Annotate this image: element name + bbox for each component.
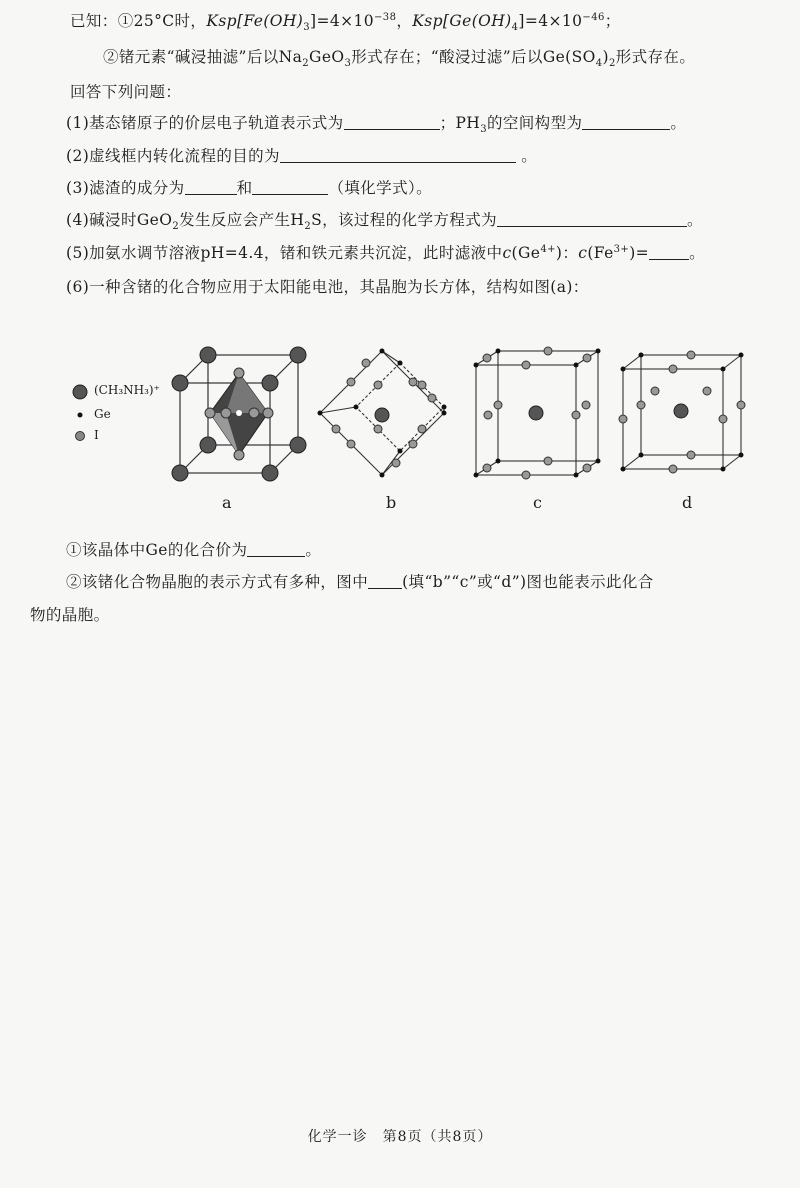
prompt: 回答下列问题： [70,83,182,101]
page-footer: 化学一诊 第8页（共8页） [307,1129,493,1145]
iodine-legend-icon [76,432,85,441]
sub-question-2-cont: 物的晶胞。 [30,606,110,624]
answer-blank-4[interactable] [497,211,687,228]
question-2: (2)虚线框内转化流程的目的为 。 [66,147,538,165]
sub-question-1: ①该晶体中Ge的化合价为 。 [66,541,322,559]
caption-a: a [222,493,232,512]
legend-ge: Ge [94,407,111,421]
answer-blank-3a[interactable] [185,179,237,196]
cell-d-diagram [615,347,755,487]
question-1: (1)基态锗原子的价层电子轨道表示式为 ；$PH_3$的空间构型为 。 [66,114,687,136]
cell-c-diagram [468,343,608,483]
answer-blank-2[interactable] [280,147,516,164]
answer-blank-1b[interactable] [582,114,670,131]
ge-legend-icon [78,413,83,418]
cell-b-diagram [312,343,452,483]
question-3: (3)滤渣的成分为 和 （填化学式）。 [66,179,433,197]
cell-a-diagram [168,343,308,483]
legend-cation: (CH₃NH₃)⁺ [94,383,160,397]
legend-i: I [94,428,99,442]
answer-blank-6a[interactable] [247,541,305,558]
known-line-2: ②锗元素“碱浸抽滤”后以$Na_2GeO_3$形式存在；“酸浸过滤”后以$Ge(SO_4)_2$形式存在。 [103,48,696,70]
question-6: (6)一种含锗的化合物应用于太阳能电池，其晶胞为长方体，结构如图(a)： [66,278,589,296]
known-line-1: 已知：①25°C时，$Ksp[Fe(OH)_3]=4\times 10^{-38}$，$Ksp[Ge(OH)_4]=4\times 10^{-46}$； [70,11,621,34]
question-4: (4)碱浸时GeO$_2$发生反应会产生$H_2S$，该过程的化学方程式为 。 [66,211,703,233]
caption-d: d [682,493,693,512]
caption-b: b [386,493,397,512]
answer-blank-1a[interactable] [344,114,440,131]
answer-blank-5[interactable] [649,244,689,261]
answer-blank-3b[interactable] [252,179,328,196]
sub-question-2: ②该锗化合物晶胞的表示方式有多种，图中 (填“b”“c”或“d”)图也能表示此化合 [66,573,654,591]
caption-c: c [533,493,542,512]
question-5: (5)加氨水调节溶液pH=4.4，锗和铁元素共沉淀，此时滤液中$c(Ge^{4+})$：$c(Fe^{3+})=$ 。 [66,243,705,262]
cation-legend-icon [73,385,87,399]
answer-blank-6b[interactable] [368,573,402,590]
